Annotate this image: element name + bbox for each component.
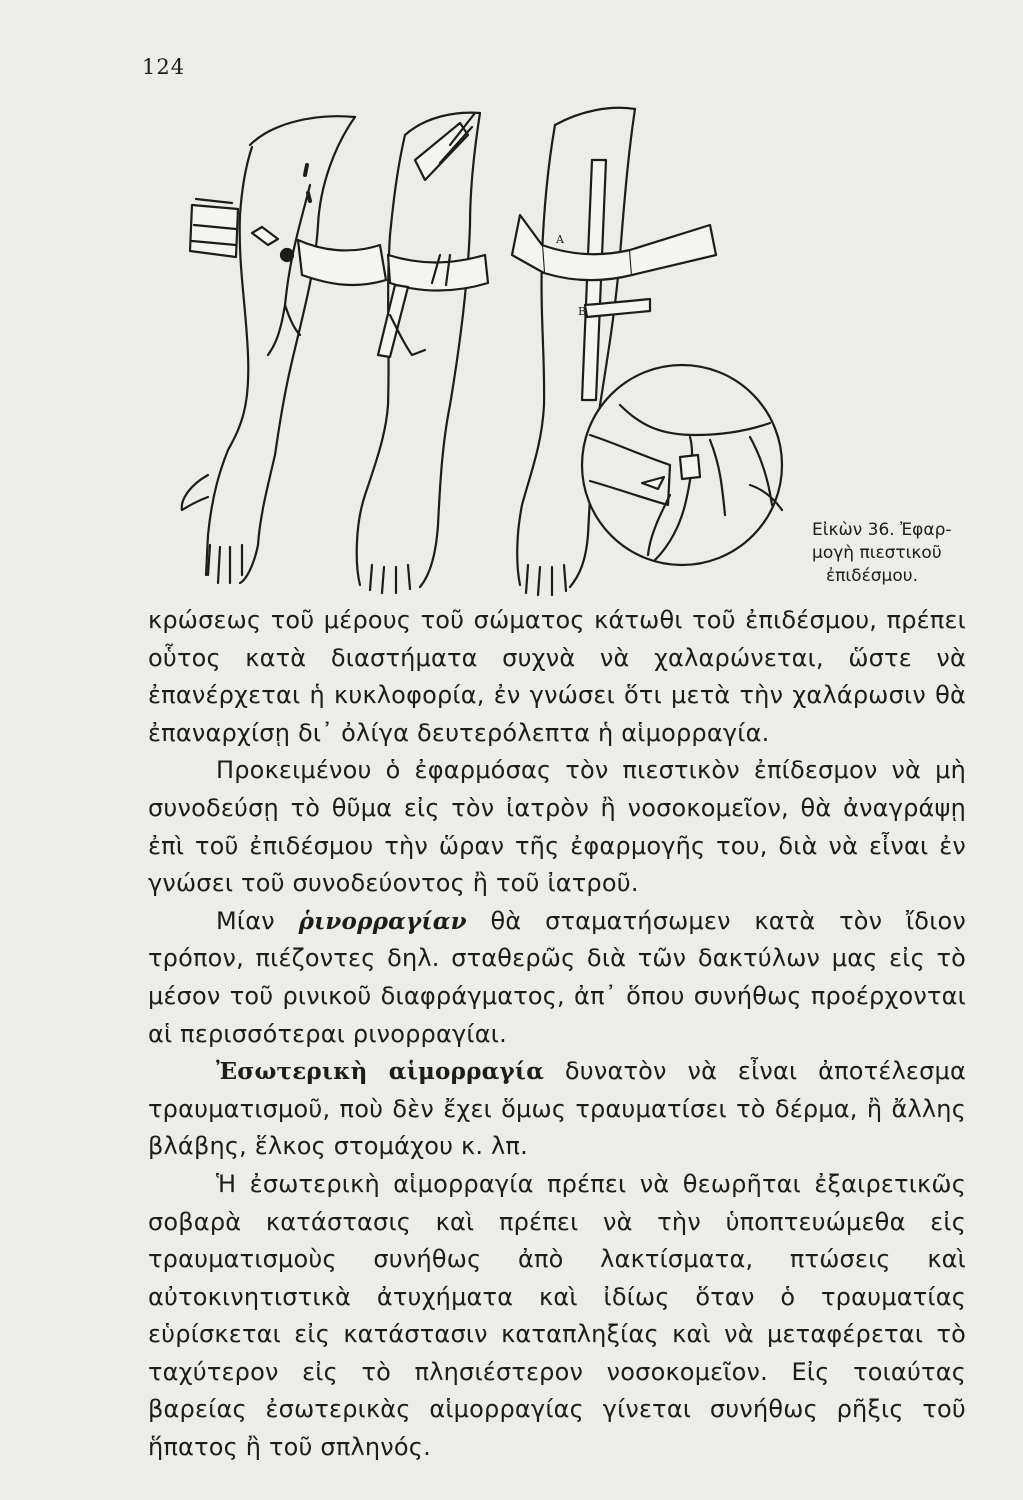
body-text <box>148 602 966 1467</box>
paragraph-2: Προκειμένου ὁ ἐφαρμόσας τὸν πιεστικὸν ἐπίδεσμον νὰ μὴ συνοδεύσῃ τὸ θῦμα εἰς τὸν ἰατρὸν ἢ νοσοκομεῖον, θὰ ἀναγράψῃ ἐπὶ τοῦ ἐπιδέσμου τὴν ὥραν τῆς ἐφαρμογῆς του, διὰ νὰ εἶναι ἐν γνώσει τοῦ συνοδεύοντος ἢ τοῦ ἰατροῦ. <box>148 756 966 898</box>
paragraph-1: κρώσεως τοῦ μέρους τοῦ σώματος κάτωθι τοῦ ἐπιδέσμου, πρέπει οὗτος κατὰ διαστήματα συχνὰ νὰ χαλαρώνεται, ὥστε νὰ ἐπανέρχεται ἡ κυκλοφορία, ἐν γνώσει ὅτι μετὰ τὴν χαλάρωσιν θὰ ἐπαναρχίσῃ δι᾽ ὀλίγα δευτερόλεπτα ἡ αἱμορραγία. <box>148 606 966 747</box>
marker-a: Α <box>556 233 564 246</box>
caption-line-1: Εἰκὼν 36. Ἐφαρ- <box>812 520 952 540</box>
term-nosebleed: ῥινορραγίαν <box>298 907 467 935</box>
paragraph-5: Ἡ ἐσωτερικὴ αἱμορραγία πρέπει νὰ θεωρῆται ἐξαιρετικῶς σοβαρὰ κατάστασις καὶ πρέπει νὰ τὴν ὑποπτευώμεθα εἰς τραυματισμοὺς συνήθως ἀπὸ λακτίσματα, πτώσεις καὶ αὐτοκινητιστικὰ ἀτυχήματα καὶ ἰδίως ὅταν ὁ τραυματίας εὑρίσκεται εἰς κατάστασιν καταπληξίας καὶ νὰ μεταφέρεται τὸ ταχύτερον εἰς τὸ πλησιέστερον νοσοκομεῖον. Εἰς τοιαύτας βαρείας ἐσωτερικὰς αἱμορραγίας γίνεται συνήθως ρῆξις τοῦ ἥπατος ἢ τοῦ σπληνός. <box>148 1169 966 1462</box>
paragraph-3-lead: Μίαν <box>216 906 299 935</box>
marker-b: Β <box>578 305 587 318</box>
paragraph-3 <box>148 903 966 1053</box>
arm-one-drawing <box>182 116 386 583</box>
term-internal-bleeding: Ἐσωτερικὴ αἱμορραγία <box>216 1058 545 1086</box>
caption-line-3: ἐπιδέσμου. <box>826 566 918 586</box>
detail-inset-drawing <box>582 365 782 565</box>
paragraph-4-rest: δυνατὸν νὰ εἶναι ἀποτέλεσμα τραυματισμοῦ, ποὺ δὲν ἔχει ὅμως τραυματίσει τὸ δέρμα, ἢ ἄλλης βλάβης, ἕλκος στομάχου κ. λπ. <box>148 1057 966 1161</box>
page-number: 124 <box>142 55 186 79</box>
arm-two-drawing <box>357 113 488 593</box>
paragraph-3-rest: θὰ σταματήσωμεν κατὰ τὸν ἴδιον τρόπον, πιέζοντες δηλ. σταθερῶς διὰ τῶν δακτύλων μας εἰς τὸ μέσον τοῦ ρινικοῦ διαφράγματος, ἀπ᾽ ὅπου συνήθως προέρχονται αἱ περισσότεραι ρινορραγίαι. <box>148 906 967 1048</box>
paragraph-4 <box>148 1053 966 1166</box>
caption-line-2: μογὴ πιεστικοῦ <box>812 543 942 563</box>
figure-caption <box>812 519 972 588</box>
